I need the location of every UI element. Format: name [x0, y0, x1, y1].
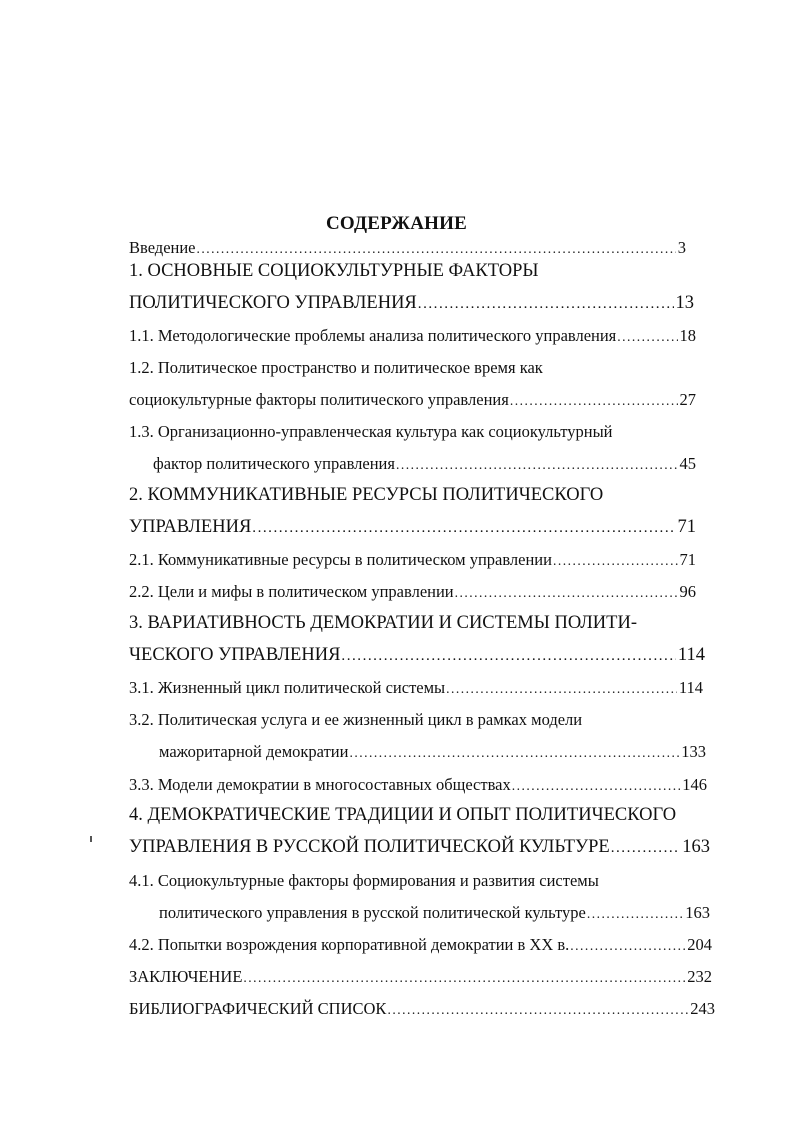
- scan-speck: [90, 836, 92, 842]
- toc-entry-text: БИБЛИОГРАФИЧЕСКИЙ СПИСОК: [129, 999, 387, 1018]
- toc-chapter-text: 1. ОСНОВНЫЕ СОЦИОКУЛЬТУРНЫЕ ФАКТОРЫ: [129, 261, 539, 281]
- toc-section-3-2-line1: [129, 712, 582, 729]
- dot-leader: [512, 779, 681, 793]
- dot-leader: [341, 648, 676, 663]
- toc-entry-text: 3.3. Модели демократии в многосоставных обществах: [129, 775, 511, 794]
- toc-entry-text: 1.2. Политическое пространство и политическое время как: [129, 358, 543, 377]
- toc-entry-page: 133: [681, 742, 706, 761]
- toc-entry-page: 3: [677, 238, 686, 257]
- toc-chapter-text: 2. КОММУНИКАТИВНЫЕ РЕСУРСЫ ПОЛИТИЧЕСКОГО: [129, 485, 604, 505]
- toc-entry-conclusion: [129, 969, 712, 986]
- dot-leader: [396, 458, 678, 472]
- dot-leader: [570, 939, 685, 953]
- toc-chapter-text: 4. ДЕМОКРАТИЧЕСКИЕ ТРАДИЦИИ И ОПЫТ ПОЛИТИЧЕСКОГО: [129, 805, 677, 825]
- toc-entry-text: 1.3. Организационно-управленческая культура как социокультурный: [129, 422, 613, 441]
- dot-leader: [617, 330, 677, 344]
- toc-entry-text: 3.1. Жизненный цикл политической системы: [129, 678, 446, 697]
- dot-leader: [349, 746, 679, 760]
- toc-entry-page: 71: [679, 550, 696, 569]
- toc-entry-text: 1.1. Методологические проблемы анализа политического управления: [129, 326, 617, 345]
- toc-chapter-3-line2: [129, 646, 705, 665]
- toc-chapter-3-line1: [129, 614, 637, 633]
- toc-section-3-3: [129, 777, 707, 794]
- toc-entry-text: 2.1. Коммуникативные ресурсы в политическом управлении: [129, 550, 552, 569]
- toc-entry-text: 4.1. Социокультурные факторы формирования и развития системы: [129, 871, 599, 890]
- toc-section-2-1: [129, 552, 696, 569]
- toc-chapter-text: ЧЕСКОГО УПРАВЛЕНИЯ: [129, 645, 341, 665]
- toc-section-1-3-line1: [129, 424, 613, 441]
- toc-section-4-1-line2: [159, 905, 710, 922]
- toc-entry-page: 71: [677, 517, 696, 537]
- toc-section-3-1: [129, 680, 703, 697]
- toc-entry-page: 45: [679, 454, 696, 473]
- toc-section-1-3-line2: [153, 456, 696, 473]
- dot-leader: [587, 907, 683, 921]
- dot-leader: [387, 1003, 688, 1017]
- toc-chapter-4-line2: [129, 838, 710, 857]
- toc-entry-text: 4.2. Попытки возрождения корпоративной демократии в XX в.: [129, 935, 570, 954]
- toc-section-1-2-line1: [129, 360, 543, 377]
- toc-chapter-text: УПРАВЛЕНИЯ В РУССКОЙ ПОЛИТИЧЕСКОЙ КУЛЬТУРЕ: [129, 837, 610, 857]
- toc-entry-page: 114: [678, 678, 703, 697]
- toc-section-4-1-line1: [129, 873, 599, 890]
- toc-section-4-2: [129, 937, 712, 954]
- toc-entry-page: 204: [687, 935, 712, 954]
- dot-leader: [418, 296, 674, 311]
- toc-chapter-2-line1: [129, 486, 603, 505]
- toc-section-3-2-line2: [159, 744, 706, 761]
- dot-leader: [611, 840, 681, 855]
- toc-entry-text: Введение: [129, 238, 196, 257]
- toc-title: СОДЕРЖАНИЕ: [326, 213, 467, 234]
- toc-entry-text: 3.2. Политическая услуга и ее жизненный цикл в рамках модели: [129, 710, 583, 729]
- dot-leader: [252, 520, 675, 535]
- toc-entry-text: ЗАКЛЮЧЕНИЕ: [129, 967, 243, 986]
- dot-leader: [197, 242, 676, 256]
- toc-chapter-text: 3. ВАРИАТИВНОСТЬ ДЕМОКРАТИИ И СИСТЕМЫ ПОЛИТИ-: [129, 613, 637, 633]
- dot-leader: [446, 682, 677, 696]
- toc-entry-page: 232: [687, 967, 712, 986]
- toc-entry-page: 243: [690, 999, 715, 1018]
- toc-section-1-1: [129, 328, 696, 345]
- toc-entry-intro: [129, 240, 686, 257]
- toc-chapter-1-line2: [129, 294, 694, 313]
- dot-leader: [243, 971, 685, 985]
- toc-chapter-text: ПОЛИТИЧЕСКОГО УПРАВЛЕНИЯ: [129, 293, 417, 313]
- dot-leader: [553, 554, 678, 568]
- toc-entry-page: 18: [679, 326, 696, 345]
- toc-entry-text: политического управления в русской политической культуре: [159, 903, 586, 922]
- toc-entry-text: социокультурные факторы политического управления: [129, 390, 509, 409]
- toc-entry-page: 27: [679, 390, 696, 409]
- toc-entry-text: мажоритарной демократии: [159, 742, 349, 761]
- toc-entry-page: 146: [682, 775, 707, 794]
- toc-section-1-2-line2: [129, 392, 696, 409]
- toc-entry-page: 96: [679, 582, 696, 601]
- toc-chapter-text: УПРАВЛЕНИЯ: [129, 517, 252, 537]
- dot-leader: [510, 394, 678, 408]
- toc-entry-page: 13: [675, 293, 694, 313]
- toc-chapter-2-line2: [129, 518, 696, 537]
- toc-entry-page: 114: [677, 645, 705, 665]
- toc-entry-page: 163: [685, 903, 710, 922]
- dot-leader: [455, 586, 678, 600]
- toc-chapter-4-line1: [129, 806, 676, 825]
- toc-entry-page: 163: [682, 837, 710, 857]
- toc-section-2-2: [129, 584, 696, 601]
- toc-entry-bibliography: [129, 1001, 715, 1018]
- toc-entry-text: фактор политического управления: [153, 454, 395, 473]
- toc-entry-text: 2.2. Цели и мифы в политическом управлении: [129, 582, 454, 601]
- toc-chapter-1-line1: [129, 262, 539, 281]
